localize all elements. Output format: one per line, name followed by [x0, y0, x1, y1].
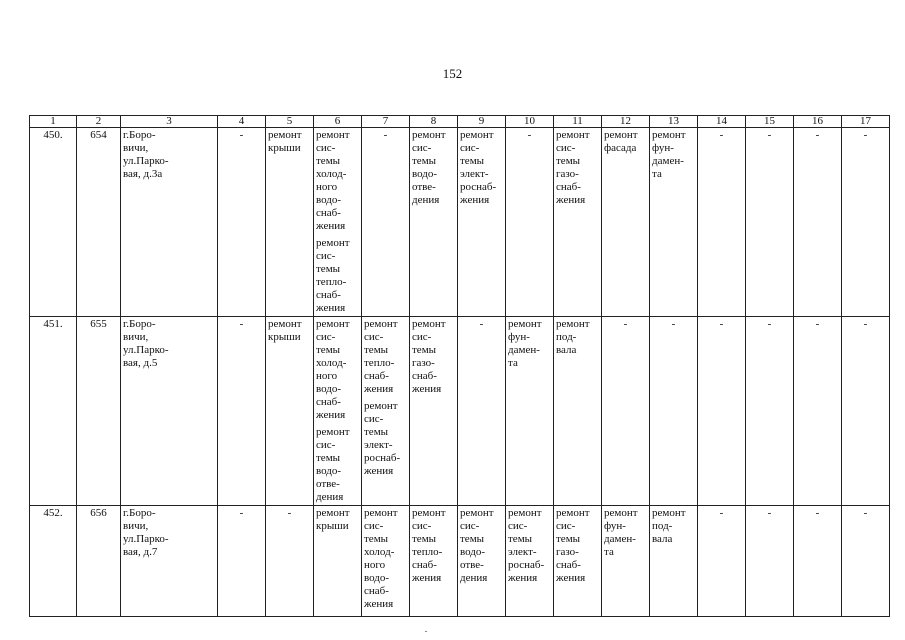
- work-item: ремонт фун- дамен- та: [604, 507, 638, 558]
- column-6-cell: [314, 506, 362, 617]
- work-item: ремонт крыши: [268, 318, 302, 343]
- column-5-cell: [266, 317, 314, 506]
- column-header-2: 2: [77, 116, 121, 128]
- cell-text: 450.: [43, 129, 63, 141]
- repair-schedule-table: [29, 115, 890, 617]
- column-16-cell: [794, 506, 842, 617]
- cell-text: г.Боро- вичи, ул.Парко- вая, д.5: [123, 318, 169, 369]
- column-7-cell: [362, 506, 410, 617]
- empty-dash: -: [527, 129, 532, 141]
- column-17-cell: [842, 128, 890, 317]
- column-5-cell: [266, 128, 314, 317]
- column-7-cell: [362, 317, 410, 506]
- column-header-13: 13: [650, 116, 698, 128]
- column-header-4: 4: [218, 116, 266, 128]
- column-8-cell: [410, 128, 458, 317]
- column-11-cell: [554, 128, 602, 317]
- column-6-cell: [314, 317, 362, 506]
- empty-dash: -: [815, 507, 820, 519]
- page-number: 152: [442, 66, 463, 81]
- column-header-8: 8: [410, 116, 458, 128]
- cell-text: 654: [90, 129, 107, 141]
- column-header-11: 11: [554, 116, 602, 128]
- column-9-cell: [458, 128, 506, 317]
- empty-dash: -: [815, 318, 820, 330]
- cell-text: 655: [90, 318, 107, 330]
- column-15-cell: [746, 317, 794, 506]
- work-item: ремонт сис- темы водо- отве- дения: [460, 507, 494, 584]
- cell-text: г.Боро- вичи, ул.Парко- вая, д.3а: [123, 129, 169, 180]
- column-number-header-row: [30, 116, 890, 128]
- column-5-cell: [266, 506, 314, 617]
- column-17-cell: [842, 317, 890, 506]
- table-row: [30, 506, 890, 617]
- address-cell: [121, 506, 218, 617]
- work-item: ремонт сис- темы элект- роснаб- жения: [508, 507, 545, 584]
- scan-artifact: [425, 631, 427, 632]
- row-number: [30, 506, 77, 617]
- empty-dash: -: [719, 507, 724, 519]
- work-item: ремонт сис- темы тепло- снаб- жения: [316, 237, 350, 314]
- work-item: ремонт фун- дамен- та: [652, 129, 686, 180]
- empty-dash: -: [479, 318, 484, 330]
- column-13-cell: [650, 128, 698, 317]
- empty-dash: -: [863, 507, 868, 519]
- column-9-cell: [458, 317, 506, 506]
- column-header-9: 9: [458, 116, 506, 128]
- column-14-cell: [698, 317, 746, 506]
- work-item: ремонт крыши: [268, 129, 302, 154]
- work-item: ремонт фасада: [604, 129, 638, 154]
- work-item: ремонт сис- темы газо- снаб- жения: [556, 129, 590, 206]
- column-header-14: 14: [698, 116, 746, 128]
- column-header-3: 3: [121, 116, 218, 128]
- work-item: ремонт сис- темы водо- отве- дения: [412, 129, 446, 206]
- work-item: ремонт под- вала: [556, 318, 590, 356]
- work-item: ремонт сис- темы тепло- снаб- жения: [412, 507, 446, 584]
- column-header-1: 1: [30, 116, 77, 128]
- building-id: [77, 128, 121, 317]
- column-12-cell: [602, 128, 650, 317]
- column-4-cell: [218, 128, 266, 317]
- building-id: [77, 506, 121, 617]
- cell-text: 451.: [43, 318, 63, 330]
- empty-dash: -: [671, 318, 676, 330]
- work-item: ремонт под- вала: [652, 507, 686, 545]
- column-10-cell: [506, 128, 554, 317]
- column-header-6: 6: [314, 116, 362, 128]
- column-12-cell: [602, 317, 650, 506]
- column-header-16: 16: [794, 116, 842, 128]
- empty-dash: -: [719, 318, 724, 330]
- column-header-10: 10: [506, 116, 554, 128]
- work-item: ремонт сис- темы газо- снаб- жения: [412, 318, 446, 395]
- column-9-cell: [458, 506, 506, 617]
- column-header-5: 5: [266, 116, 314, 128]
- column-7-cell: [362, 128, 410, 317]
- column-8-cell: [410, 506, 458, 617]
- column-13-cell: [650, 506, 698, 617]
- building-id: [77, 317, 121, 506]
- work-item: ремонт сис- темы газо- снаб- жения: [556, 507, 590, 584]
- address-cell: [121, 317, 218, 506]
- row-number: [30, 128, 77, 317]
- cell-text: г.Боро- вичи, ул.Парко- вая, д.7: [123, 507, 169, 558]
- column-16-cell: [794, 317, 842, 506]
- column-17-cell: [842, 506, 890, 617]
- cell-text: 452.: [43, 507, 63, 519]
- work-item: ремонт сис- темы холод- ного водо- снаб- жения: [364, 507, 398, 610]
- empty-dash: -: [383, 129, 388, 141]
- row-number: [30, 317, 77, 506]
- table-row: [30, 317, 890, 506]
- column-4-cell: [218, 317, 266, 506]
- cell-text: 656: [90, 507, 107, 519]
- column-8-cell: [410, 317, 458, 506]
- table-row: [30, 128, 890, 317]
- empty-dash: -: [767, 507, 772, 519]
- address-cell: [121, 128, 218, 317]
- empty-dash: -: [623, 318, 628, 330]
- column-10-cell: [506, 506, 554, 617]
- work-item: ремонт сис- темы тепло- снаб- жения: [364, 318, 398, 395]
- column-10-cell: [506, 317, 554, 506]
- column-16-cell: [794, 128, 842, 317]
- empty-dash: -: [767, 318, 772, 330]
- empty-dash: -: [863, 129, 868, 141]
- empty-dash: -: [239, 507, 244, 519]
- column-14-cell: [698, 128, 746, 317]
- column-header-12: 12: [602, 116, 650, 128]
- column-15-cell: [746, 506, 794, 617]
- work-item: ремонт фун- дамен- та: [508, 318, 542, 369]
- empty-dash: -: [239, 318, 244, 330]
- column-11-cell: [554, 317, 602, 506]
- column-12-cell: [602, 506, 650, 617]
- empty-dash: -: [239, 129, 244, 141]
- work-item: ремонт сис- темы водо- отве- дения: [316, 426, 350, 503]
- work-item: ремонт сис- темы элект- роснаб- жения: [364, 400, 401, 477]
- column-header-7: 7: [362, 116, 410, 128]
- column-header-15: 15: [746, 116, 794, 128]
- column-4-cell: [218, 506, 266, 617]
- work-item: ремонт сис- темы холод- ного водо- снаб- жения: [316, 129, 350, 232]
- empty-dash: -: [767, 129, 772, 141]
- work-item: ремонт сис- темы холод- ного водо- снаб- жения: [316, 318, 350, 421]
- empty-dash: -: [719, 129, 724, 141]
- work-item: ремонт сис- темы элект- роснаб- жения: [460, 129, 497, 206]
- column-14-cell: [698, 506, 746, 617]
- column-6-cell: [314, 128, 362, 317]
- column-11-cell: [554, 506, 602, 617]
- empty-dash: -: [815, 129, 820, 141]
- empty-dash: -: [287, 507, 292, 519]
- column-13-cell: [650, 317, 698, 506]
- empty-dash: -: [863, 318, 868, 330]
- work-item: ремонт крыши: [316, 507, 350, 532]
- column-15-cell: [746, 128, 794, 317]
- column-header-17: 17: [842, 116, 890, 128]
